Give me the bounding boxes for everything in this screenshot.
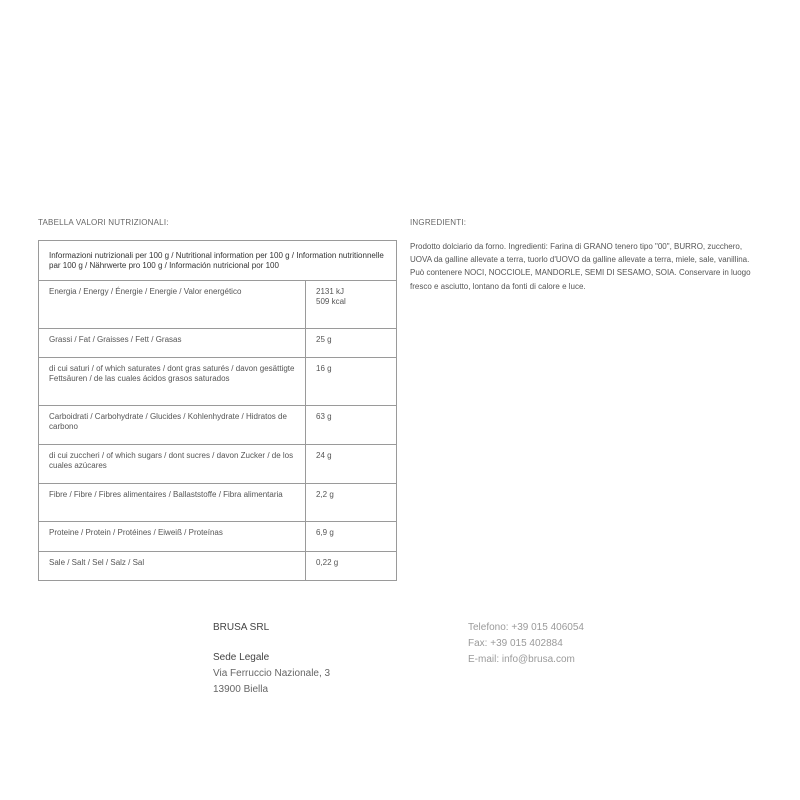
nutrient-label: di cui zuccheri / of which sugars / dont sucres / davon Zucker / de los cuales azúcares [39,445,306,484]
table-row [39,329,397,358]
nutrient-value: 24 g [306,445,397,484]
company-block [213,620,393,698]
table-row [39,406,397,445]
nutrition-section-title: TABELLA VALORI NUTRIZIONALI: [38,218,169,227]
spacer [213,636,393,650]
table-row [39,552,397,581]
nutrient-value: 63 g [306,406,397,445]
nutrient-value [306,281,397,329]
nutrient-label: Grassi / Fat / Graisses / Fett / Grasas [39,329,306,358]
nutrient-value: 2,2 g [306,484,397,522]
nutrition-header-row [39,241,397,281]
nutrient-label: Sale / Salt / Sel / Salz / Sal [39,552,306,581]
nutrient-value: 25 g [306,329,397,358]
nutrient-label: Proteine / Protein / Protéines / Eiweiß / Proteínas [39,522,306,552]
nutrition-header: Informazioni nutrizionali per 100 g / Nutritional information per 100 g / Information nutritionnelle par 100 g / Nährwerte pro 100 g / Información nutricional por 100 [39,241,397,281]
table-row [39,281,397,329]
ingredients-text: Prodotto dolciario da forno. Ingredienti: Farina di GRANO tenero tipo "00", BURRO, zucchero, UOVA da galline allevate a terra, tuorlo d'UOVO da galline allevate a terra, miele, sale, vanillina. Può contenere NOCI, NOCCIOLE, MANDORLE, SEMI DI SESAMO, SOIA. Conservare in luogo fresco e asciutto, lontano da fonti di calore e luce. [410,242,751,291]
nutrition-table [38,240,397,581]
nutrient-value: 0,22 g [306,552,397,581]
energy-kcal: 509 kcal [316,296,346,306]
table-row [39,522,397,552]
nutrient-value: 16 g [306,358,397,406]
nutrient-label: Energia / Energy / Énergie / Energie / Valor energético [39,281,306,329]
energy-kj: 2131 kJ [316,287,345,297]
contacts-block [468,620,668,668]
table-row [39,484,397,522]
office-title: Sede Legale [213,652,270,663]
company-name: BRUSA SRL [213,622,270,633]
nutrient-label: Fibre / Fibre / Fibres alimentaires / Ballaststoffe / Fibra alimentaria [39,484,306,522]
phone-text: Telefono: +39 015 406054 [468,622,584,633]
ingredients-section-title: INGREDIENTI: [410,218,467,227]
table-row [39,445,397,484]
table-row [39,358,397,406]
fax-text: Fax: +39 015 402884 [468,638,563,649]
nutrient-label: di cui saturi / of which saturates / dont gras saturés / davon gesättigte Fettsäuren / de las cuales ácidos grasos saturados [39,358,306,406]
address-line-2: 13900 Biella [213,684,269,695]
nutrient-label: Carboidrati / Carbohydrate / Glucides / Kohlenhydrate / Hidratos de carbono [39,406,306,445]
email-link[interactable]: E-mail: info@brusa.com [468,654,575,665]
address-line-1: Via Ferruccio Nazionale, 3 [213,668,331,679]
nutrient-value: 6,9 g [306,522,397,552]
